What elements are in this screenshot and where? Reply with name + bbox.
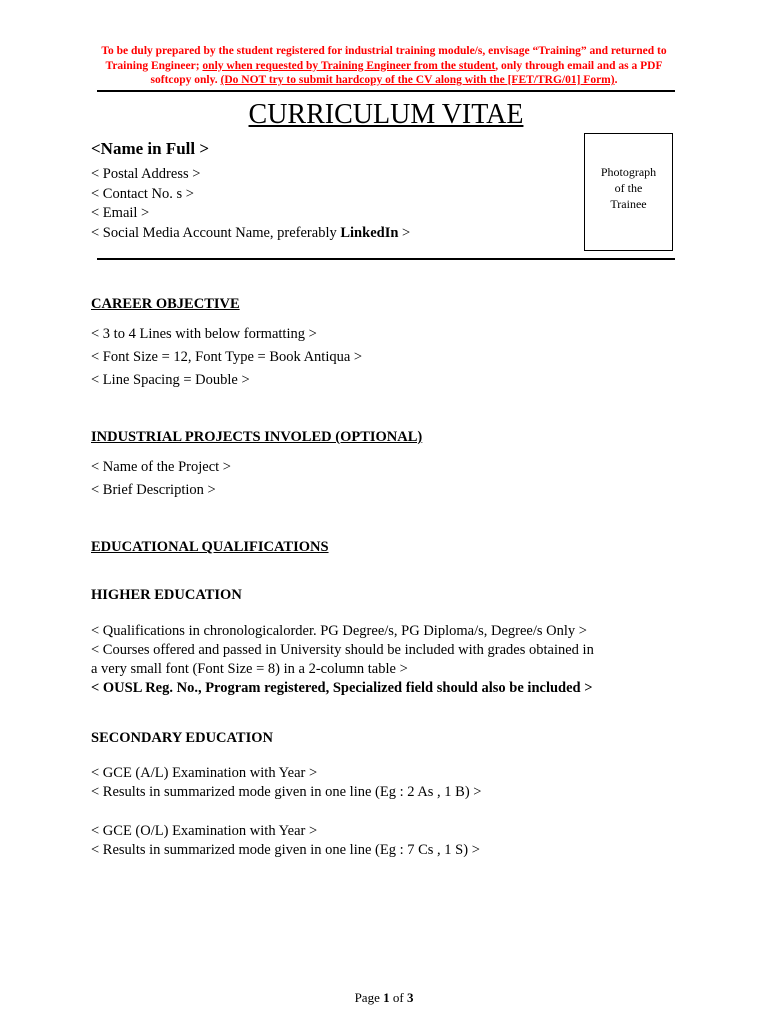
full-name-placeholder: <Name in Full > [91,139,210,158]
postal-address-placeholder: < Postal Address > [91,166,201,182]
career-objective-line: < Font Size = 12, Font Type = Book Antiqua > [91,349,363,365]
instructions-text-3: . [614,74,618,86]
contact-number-placeholder: < Contact No. s > [91,185,194,202]
email-placeholder: < Email > [91,205,150,222]
al-exam-placeholder: < GCE (A/L) Examination with Year > [91,765,318,781]
linkedin-label: LinkedIn [340,225,399,242]
career-objective-heading: CAREER OBJECTIVE [91,296,240,312]
top-divider [97,90,675,92]
instructions-underlined-warning: (Do NOT try to submit hardcopy of the CV along with the [FET/TRG/01] Form) [220,74,615,86]
ol-exam-placeholder: < GCE (O/L) Examination with Year > [91,823,318,839]
instructions-text-2: , only through email and as a PDF softcopy only. [150,59,663,86]
higher-education-line: < Qualifications in chronologicalorder. PG Degree/s, PG Diploma/s, Degree/s Only > [91,623,587,639]
higher-education-required-note: < OUSL Reg. No., Program registered, Specialized field should also be included > [91,680,593,696]
project-name-placeholder: < Name of the Project > [91,459,231,475]
header-divider [97,258,675,260]
current-page-number: 1 [383,990,390,1005]
instructions-underlined-condition: only when requested by Training Engineer from the student [202,59,496,72]
document-title: CURRICULUM VITAE [248,99,524,130]
career-objective-line: < 3 to 4 Lines with below formatting > [91,326,317,342]
page-number: Page 1 of 3 [354,990,414,1005]
project-description-placeholder: < Brief Description > [91,482,216,498]
higher-education-heading: HIGHER EDUCATION [91,587,242,603]
industrial-projects-heading: INDUSTRIAL PROJECTS INVOLED (OPTIONAL) [91,429,423,445]
photograph-box [584,133,673,251]
al-results-placeholder: < Results in summarized mode given in one line (Eg : 2 As , 1 B) > [91,784,482,800]
contact-details [91,165,410,244]
submission-instructions [90,44,678,88]
instructions-text: To be duly prepared by the student registered for industrial training module/s, envisage “Training” and returned to Training Engineer; [101,45,667,72]
ol-results-placeholder: < Results in summarized mode given in one line (Eg : 7 Cs , 1 S) > [91,842,480,858]
higher-education-line: < Courses offered and passed in University should be included with grades obtained in [91,642,594,658]
social-media-placeholder: < Social Media Account Name, preferably LinkedIn > [91,225,411,242]
total-page-count: 3 [406,990,414,1005]
photograph-label: Photograph of the Trainee [600,165,657,211]
secondary-education-heading: SECONDARY EDUCATION [91,730,273,746]
higher-education-line: a very small font (Font Size = 8) in a 2-column table > [91,661,408,677]
educational-qualifications-heading: EDUCATIONAL QUALIFICATIONS [91,539,329,555]
career-objective-line: < Line Spacing = Double > [91,372,250,388]
